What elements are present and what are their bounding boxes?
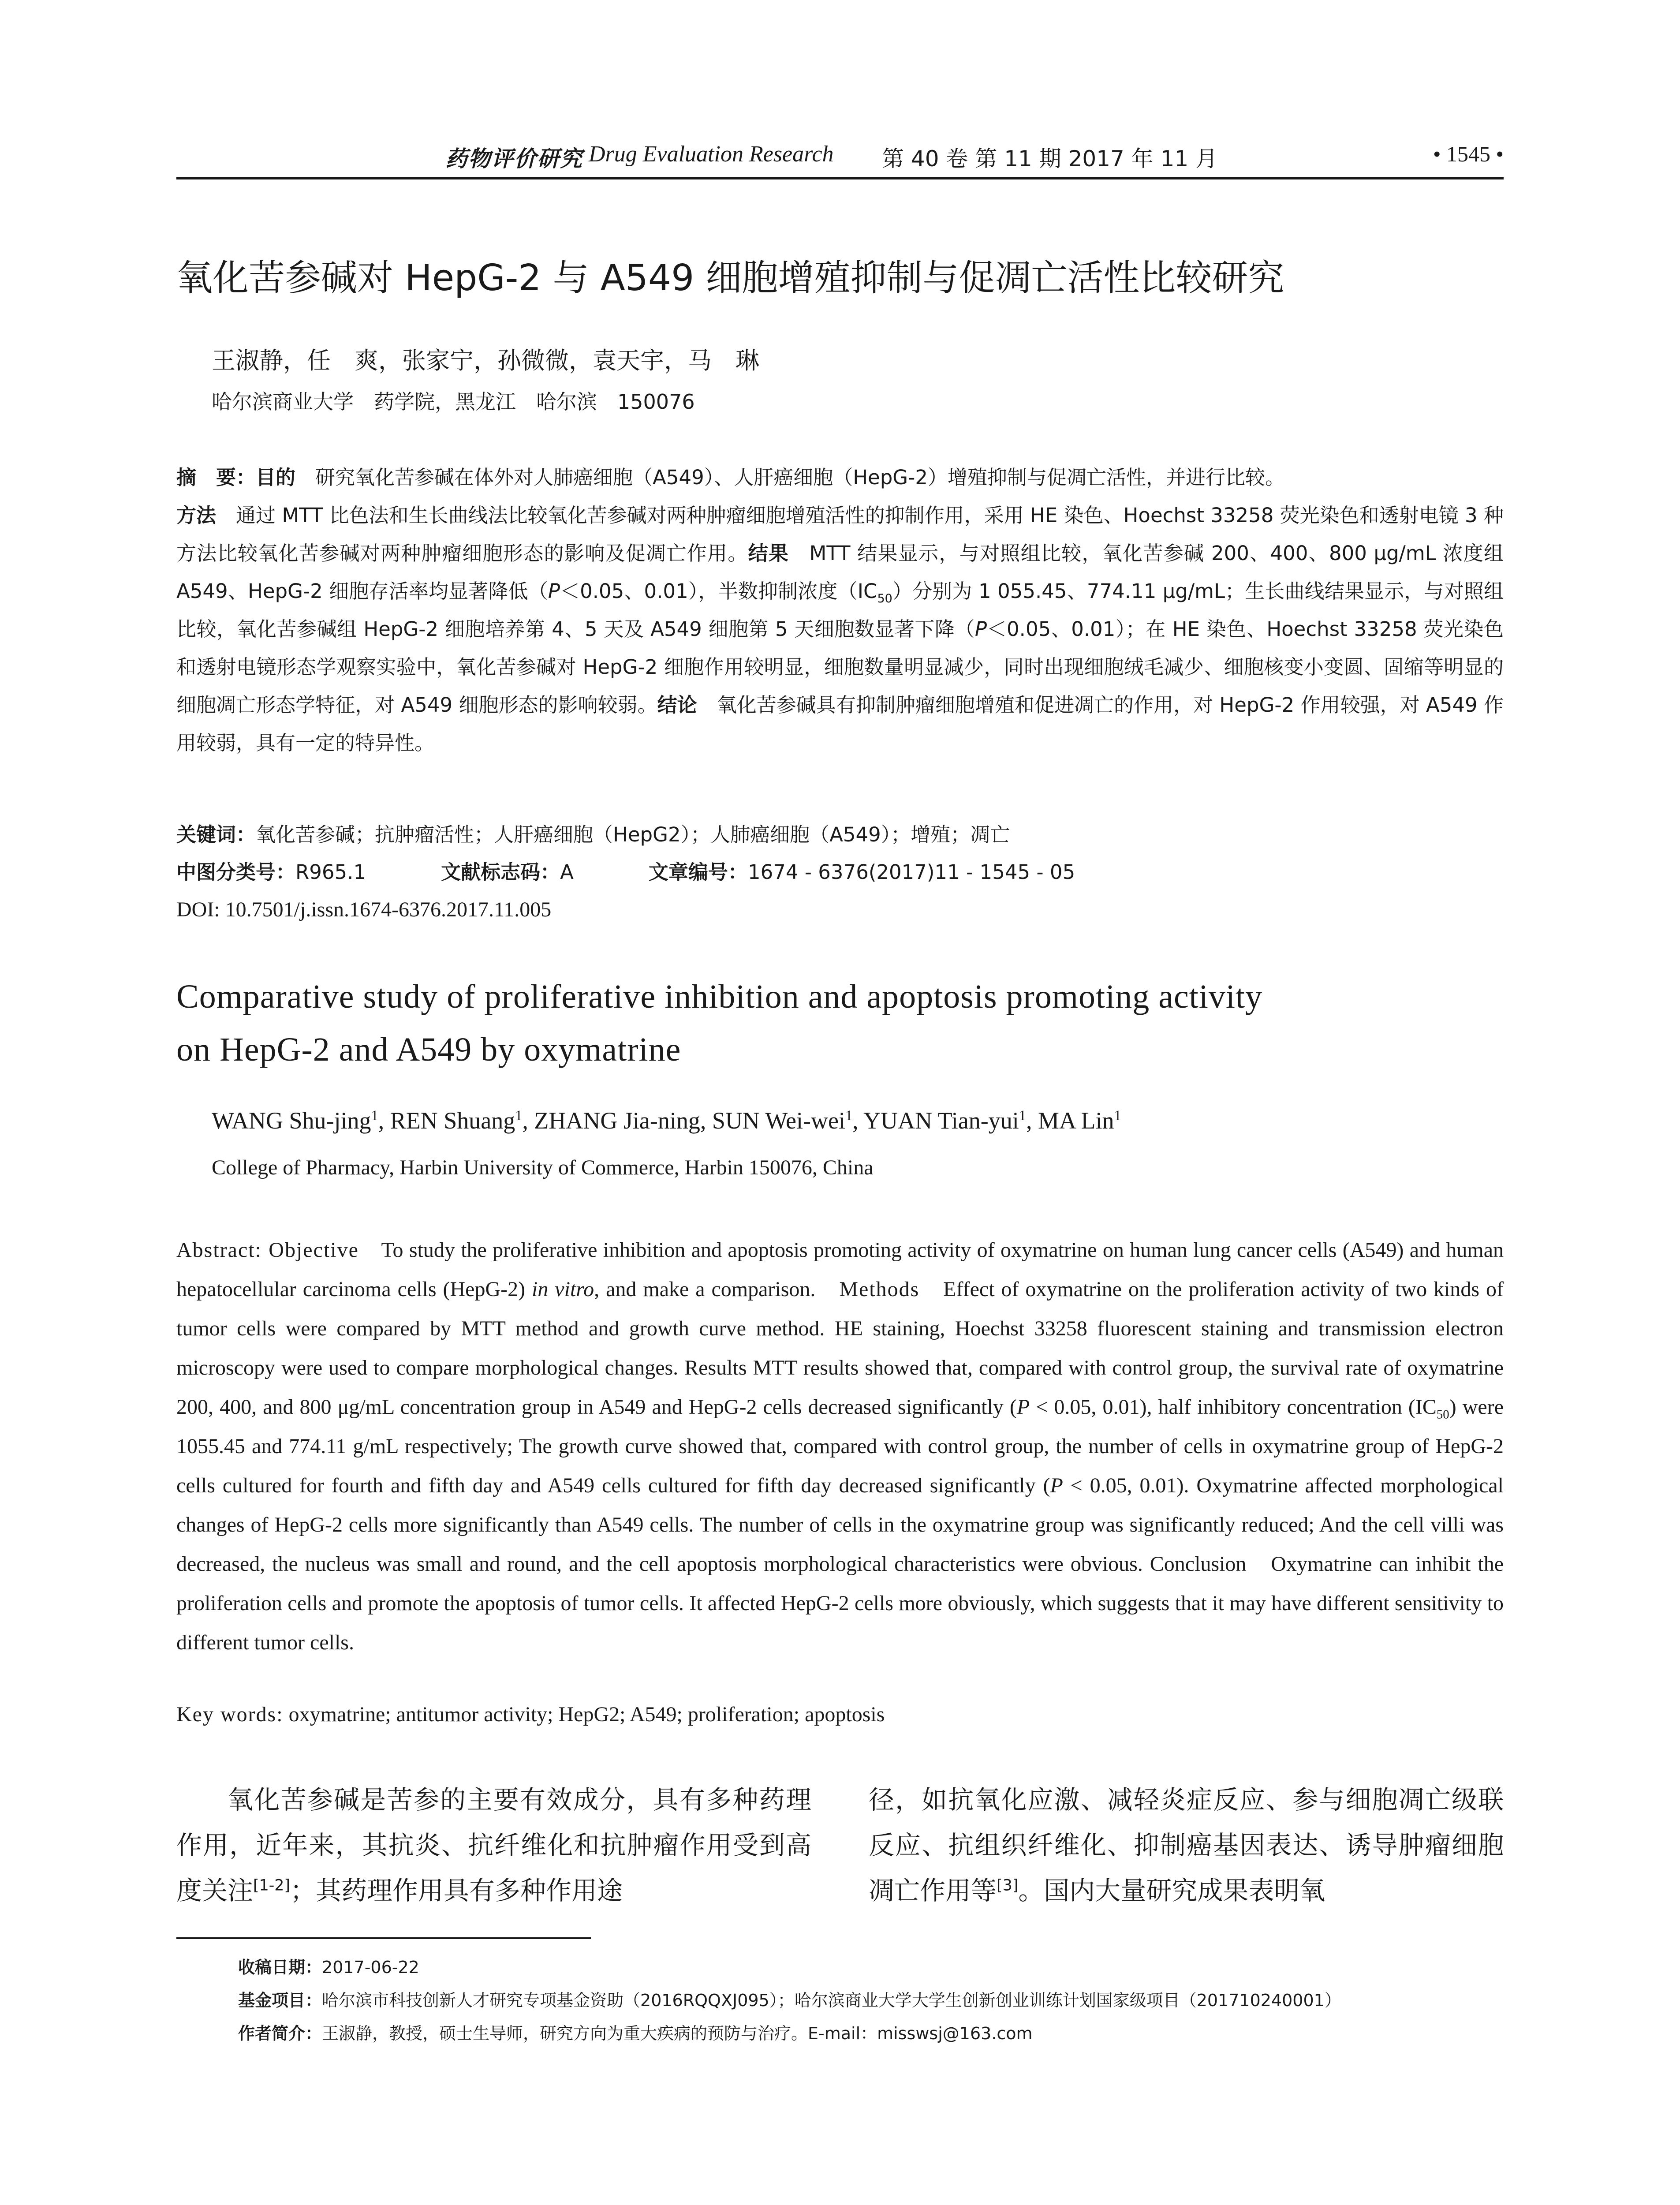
- body-left-text-2: ；其药理作用具有多种作用途: [290, 1876, 623, 1906]
- results-cn-1: MTT 结果显示，与对照组比较，氧化苦参碱 200、400、800 μg/mL 浓度组 A549、HepG-2 细胞存活率均显著降低（: [176, 542, 1504, 603]
- fund-text: 哈尔滨市科技创新人才研究专项基金资助（2016RQQXJ095）；哈尔滨商业大学大学生创新创业训练计划国家级项目（201710240001）: [322, 1991, 1341, 2010]
- doc-code-label: 文献标志码：: [441, 860, 560, 884]
- affiliation-sup: 1: [1019, 1108, 1026, 1124]
- results-cn-2: ＜0.05、0.01），半数抑制浓度（IC: [560, 579, 877, 603]
- results-en-4: < 0.05, 0.01). Oxymatrine affected morphological changes of HepG-2 cells more significantly than A549 cells. The number of cells in the oxymatrine group was significantly reduced; And the cell villi was decreased, the nucleus was small and round, and the cell apoptosis morphological characteristics were obvious. Conclusion Oxymatrine can inhibit the proliferation cells and promote the apoptosis of tumor cells. It affected HepG-2 cells more obviously, which suggests that it may have different sensitivity to different tumor cells.: [176, 1474, 1504, 1654]
- conclusion-label-cn: 结论: [657, 693, 697, 717]
- keywords-cn-text: 氧化苦参碱；抗肿瘤活性；人肝癌细胞（HepG2）；人肺癌细胞（A549）；增殖；凋亡: [256, 823, 1010, 846]
- citation-ref[interactable]: [1-2]: [253, 1876, 291, 1895]
- affiliation-sup: 1: [845, 1108, 853, 1124]
- authors-en: WANG Shu-jing$^1$, REN Shuang$^1$, ZHANG Jia-ning, SUN Wei-wei$^1$, YUAN Tian-yui$^1$, MA Lin$^1$: [212, 1107, 1121, 1134]
- article-title-en-line-1: Comparative study of proliferative inhibition and apoptosis promoting activity: [176, 978, 1263, 1015]
- clc-label: 中图分类号：: [176, 860, 296, 884]
- received-date: 2017-06-22: [322, 1958, 419, 1977]
- body-right-text-1: 径，如抗氧化应激、减轻炎症反应、参与细胞凋亡级联反应、抗组织纤维化、抑制癌基因表达、诱导肿瘤细胞凋亡作用等: [869, 1785, 1504, 1906]
- affiliation-sup: 1: [371, 1108, 378, 1124]
- results-cn-4: ＜0.05、0.01）；在 HE 染色、Hoechst 33258 荧光染色和透射电镜形态学观察实验中，氧化苦参碱对 HepG-2 细胞作用较明显，细胞数量明显减少，同时出现细胞绒毛减少、细胞核变小变圆、固缩等明显的细胞凋亡形态学特征，对 A549 细胞形态的影响较弱。: [176, 617, 1504, 717]
- article-number-value: 1674 - 6376(2017)11 - 1545 - 05: [747, 860, 1075, 884]
- article-title-en-line-2: on HepG-2 and A549 by oxymatrine: [176, 1031, 681, 1068]
- p-symbol: P: [1016, 1395, 1030, 1419]
- body-left-text-1: 氧化苦参碱是苦参的主要有效成分，具有多种药理作用，近年来，其抗炎、抗纤维化和抗肿瘤作用受到高度关注: [176, 1785, 811, 1906]
- fund-label: 基金项目：: [238, 1991, 322, 2010]
- affiliation-sup: 1: [515, 1108, 523, 1124]
- author-bio-text: 王淑静，教授，硕士生导师，研究方向为重大疾病的预防与治疗。E-mail：misswsj@163.com: [322, 2024, 1033, 2043]
- affiliation-en: College of Pharmacy, Harbin University of Commerce, Harbin 150076, China: [212, 1156, 874, 1179]
- objective-label-cn: 目的: [256, 466, 296, 489]
- ic50-sub: 50: [1436, 1407, 1449, 1422]
- objective-cn: 研究氧化苦参碱在体外对人肺癌细胞（A549）、人肝癌细胞（HepG-2）增殖抑制与促凋亡活性，并进行比较。: [295, 466, 1285, 489]
- authors-cn: 王淑静，任 爽，张家宁，孙微微，袁天宇，马 琳: [212, 347, 759, 374]
- article-number-label: 文章编号：: [648, 860, 748, 884]
- results-cn-3: ）分别为 1 055.45、774.11 μg/mL；生长曲线结果显示，与对照组比较，氧化苦参碱组 HepG-2 细胞培养第 4、5 天及 A549 细胞第 5 天细胞数显著下降（: [176, 579, 1504, 641]
- p-symbol: P: [974, 617, 987, 641]
- objective-en-2: , and make a comparison.: [594, 1278, 840, 1301]
- author-name: YUAN Tian-yui: [863, 1107, 1019, 1134]
- p-symbol: P: [1050, 1474, 1063, 1497]
- classification-line: [176, 853, 1504, 891]
- body-column-left: [176, 1777, 811, 1913]
- journal-logo: 药物评价研究: [445, 146, 583, 172]
- keywords-en-text: oxymatrine; antitumor activity; HepG2; A549; proliferation; apoptosis: [283, 1703, 885, 1726]
- clc-value: R965.1: [295, 860, 366, 884]
- body-column-right: [869, 1777, 1504, 1913]
- header-rule: [176, 177, 1504, 179]
- p-symbol: P: [548, 579, 560, 603]
- methods-label-en: Methods: [839, 1278, 920, 1301]
- affiliation-cn: 哈尔滨商业大学 药学院，黑龙江 哈尔滨 150076: [212, 390, 695, 414]
- received-label: 收稿日期：: [238, 1958, 322, 1977]
- footnote-rule: [176, 1937, 591, 1939]
- footnote-author: [238, 2020, 1508, 2044]
- citation-ref[interactable]: [3]: [997, 1876, 1019, 1895]
- abstract-cn: [176, 459, 1504, 762]
- conclusion-cn: 氧化苦参碱具有抑制肿瘤细胞增殖和促进凋亡的作用，对 HepG-2 作用较强，对 A549 作用较弱，具有一定的特异性。: [176, 693, 1504, 755]
- results-en-2: < 0.05, 0.01), half inhibitory concentration (IC: [1030, 1395, 1437, 1419]
- methods-en: Effect of oxymatrine on the proliferation activity of two kinds of tumor cells were compared by MTT method and growth curve method. HE staining, Hoechst 33258 fluorescent staining and transmission electron microscopy were used to compare morphological changes. Results MTT results showed that, compared with control group, the survival rate of oxymatrine 200, 400, and 800 μg/mL concentration group in A549 and HepG-2 cells decreased significantly (: [176, 1278, 1504, 1419]
- abstract-cn-label: 摘 要：: [176, 466, 256, 489]
- author-name: WANG Shu-jing: [212, 1107, 371, 1134]
- doi[interactable]: DOI: 10.7501/j.issn.1674-6376.2017.11.005: [176, 898, 552, 921]
- article-title-en: [176, 970, 1504, 1076]
- keywords-cn: [176, 816, 1504, 854]
- journal-issue: 第 40 卷 第 11 期 2017 年 11 月: [882, 146, 1218, 172]
- footnote-received: [238, 1954, 1508, 1978]
- article-title-cn: 氧化苦参碱对 HepG-2 与 A549 细胞增殖抑制与促凋亡活性比较研究: [176, 257, 1284, 299]
- methods-cn: 通过 MTT 比色法和生长曲线法比较氧化苦参碱对两种肿瘤细胞增殖活性的抑制作用，采用 HE 染色、Hoechst 33258 荧光染色和透射电镜 3 种方法比较氧化苦参碱对两种肿瘤细胞形态的影响及促凋亡作用。: [176, 504, 1504, 565]
- objective-en-1: To study the proliferative inhibition and apoptosis promoting activity of oxymatrine on human lung cancer cells (A549) and human hepatocellular carcinoma cells (HepG-2): [176, 1238, 1504, 1301]
- keywords-cn-label: 关键词：: [176, 823, 256, 846]
- doc-code-value: A: [560, 860, 574, 884]
- abstract-en-label: Abstract: Objective: [176, 1238, 359, 1262]
- affiliation-sup: 1: [1114, 1108, 1121, 1124]
- keywords-en: [176, 1702, 1504, 1727]
- abstract-en: [176, 1230, 1504, 1662]
- in-vitro: in vitro: [532, 1278, 594, 1301]
- author-bio-label: 作者简介：: [238, 2024, 322, 2043]
- journal-name-en: Drug Evaluation Research: [589, 142, 834, 167]
- results-label-cn: 结果: [748, 542, 789, 565]
- page-number: • 1545 •: [1433, 142, 1504, 166]
- ic50-sub: 50: [877, 592, 892, 605]
- results-en-3: ) were 1055.45 and 774.11 g/mL respectively; The growth curve showed that, compared with control group, the number of cells in oxymatrine group of HepG-2 cells cultured for fourth and fifth day and A549 cells cultured for fifth day decreased significantly (: [176, 1395, 1504, 1497]
- methods-label-cn: 方法: [176, 504, 217, 527]
- author-name: REN Shuang: [390, 1107, 515, 1134]
- keywords-en-label: Key words:: [176, 1703, 284, 1726]
- author-name: MA Lin: [1038, 1107, 1114, 1134]
- footnote-fund: [238, 1987, 1508, 2011]
- author-name: ZHANG Jia-ning, SUN Wei-wei: [534, 1107, 845, 1134]
- body-right-text-2: 。国内大量研究成果表明氧: [1018, 1876, 1325, 1906]
